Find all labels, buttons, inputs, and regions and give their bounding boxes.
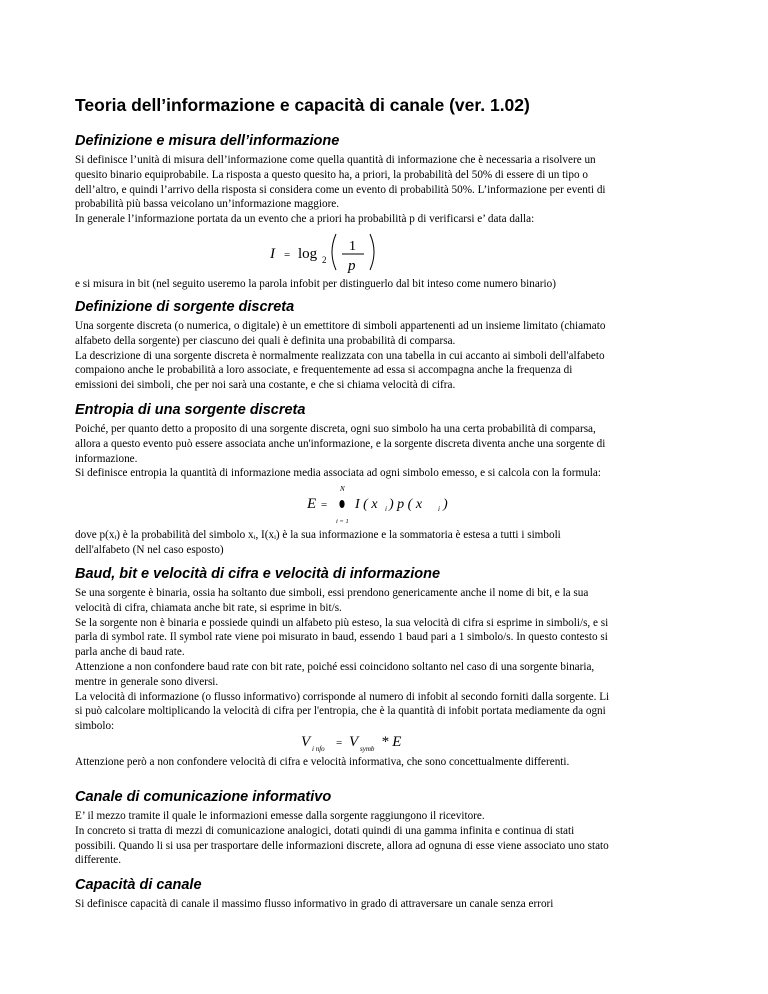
section-paragraph [75, 153, 697, 227]
text-line: Si definisce l’unità di misura dell’informazione come quella quantità di informazione che è necessaria a risolvere un [75, 154, 596, 166]
formula-symbol: I ( x [355, 497, 378, 512]
formula-symbol: log [298, 246, 318, 262]
left-paren [332, 234, 336, 270]
information-formula [270, 228, 390, 276]
formula-symbol: V [301, 734, 311, 750]
text-line: si può calcolare moltiplicando la velocità di cifra per l'entropia, che è la quantità di infobit portata mediamente da ogni [75, 705, 606, 718]
formula-symbol: i [385, 505, 387, 513]
formula-symbol: ) p ( x [389, 497, 423, 512]
text-line: Attenzione però a non confondere velocità di cifra e velocità informativa, che sono concettualmente differenti. [75, 756, 570, 768]
text-line: parla di symbol rate. Il symbol rate viene poi misurato in baud, essendo 1 baud pari a 1 simbolo/s. In questo contesto si [75, 631, 608, 644]
section-paragraph [75, 897, 697, 912]
page-title: Teoria dell’informazione e capacità di canale (ver. 1.02) [75, 95, 530, 115]
text-line: informazione. [75, 452, 138, 465]
text-line: quesito binario equiprobabile. La risposta a questo quesito ha, a priori, la probabilità del 50% di essere di un tipo o [75, 168, 588, 181]
section-paragraph [75, 528, 697, 558]
text-line: La descrizione di una sorgente discreta è normalmente realizzata con una tabella in cui accanto ai simboli dell'alfabeto [75, 349, 605, 362]
text-line: Si definisce entropia la quantità di informazione media associata ad ogni simbolo emesso, e si calcola con la formula: [75, 467, 601, 480]
entropy-formula [307, 482, 457, 528]
formula-symbol: = [336, 737, 343, 749]
section-paragraph [75, 277, 697, 292]
text-line: Poiché, per quanto detto a proposito di una sorgente discreta, ogni suo simbolo ha una certa probabilità di comparsa, [75, 423, 596, 435]
section-paragraph [75, 319, 697, 393]
text-line: Se una sorgente è binaria, ossia ha soltanto due simboli, essi prendono genericamente anche il nome di bit, e la sua [75, 587, 589, 599]
text-line: dell’altro, e quindi l’arrivo della risposta si considera come un evento di probabilità 50%. L’informazione per eventi di [75, 183, 606, 196]
formula-symbol: V [349, 734, 359, 750]
formula-symbol: i nfo [312, 745, 325, 753]
text-line: probabilità più bassa veicolano un’informazione maggiore. [75, 198, 340, 211]
formula-symbol: p [348, 258, 356, 274]
formula-symbol: = [284, 249, 291, 261]
text-line: Si definisce capacità di canale il massimo flusso informativo in grado di attraversare un canale senza errori [75, 898, 554, 910]
section-heading-canale: Canale di comunicazione informativo [75, 789, 332, 805]
section-heading-baud: Baud, bit e velocità di cifra e velocità di informazione [75, 566, 441, 582]
information-rate-formula [301, 731, 421, 753]
text-line: emissioni dei simboli, che per noi sarà una costante, e che si chiama velocità di cifra. [75, 379, 456, 392]
text-line: dove p(xᵢ) è la probabilità del simbolo xᵢ, I(xᵢ) è la sua informazione e la sommatoria è estesa a tutti i simboli [75, 529, 561, 541]
text-line: In generale l’informazione portata da un evento che a priori ha probabilità p di verificarsi e’ data dalla: [75, 213, 535, 226]
section-paragraph [75, 586, 697, 734]
text-line: alfabeto della sorgente) per ciascuno dei quali è definita una probabilità di comparsa. [75, 334, 456, 347]
section-heading-informazione: Definizione e misura dell’informazione [75, 133, 340, 149]
text-line: dell'alfabeto (N nel caso esposto) [75, 543, 224, 556]
formula-symbol: N [340, 485, 345, 493]
text-line: La velocità di informazione (o flusso informativo) corrisponde al numero di infobit al secondo forniti dalla sorgente. Li [75, 690, 610, 703]
section-heading-sorgente: Definizione di sorgente discreta [75, 299, 295, 315]
formula-symbol: ) [443, 497, 448, 512]
formula-symbol: i [438, 505, 440, 513]
text-line: Una sorgente discreta (o numerica, o digitale) è un emettitore di simboli appartenenti ad un insieme limitato (chiamato [75, 320, 606, 332]
text-line: simbolo: [75, 720, 115, 733]
text-line: e si misura in bit (nel seguito useremo la parola infobit per distinguerlo dal bit inteso come numero binario) [75, 278, 556, 290]
text-line: differente. [75, 854, 122, 867]
text-line: compaiono anche le probabilità a loro associate, e frequentemente ad essa si accompagna anche la frequenza di [75, 364, 573, 377]
section-heading-capacita: Capacità di canale [75, 877, 202, 893]
formula-symbol: 2 [322, 255, 327, 265]
text-line: In concreto si tratta di mezzi di comunicazione analogici, dotati quindi di una gamma infinita e continua di stati [75, 824, 575, 837]
summation-symbol [339, 500, 344, 508]
section-paragraph [75, 755, 697, 770]
text-line: mentre in generale sono diversi. [75, 675, 219, 688]
section-heading-entropia: Entropia di una sorgente discreta [75, 402, 306, 418]
right-paren [370, 234, 374, 270]
text-line: velocità di cifra, chiamata anche bit rate, si esprime in bit/s. [75, 601, 342, 614]
text-line: E’ il mezzo tramite il quale le informazioni emesse dalla sorgente raggiungono il ricevitore. [75, 810, 485, 822]
formula-symbol: I [270, 246, 275, 262]
text-line: possibili. Quando li si usa per trasportare delle informazioni discrete, allora ad ognuna di esse viene associato uno stato [75, 839, 609, 852]
text-line: Se la sorgente non è binaria e possiede quindi un alfabeto più esteso, la sua velocità di cifra si esprime in simboli/s, e si [75, 616, 609, 629]
formula-symbol: 1 [349, 239, 356, 254]
section-paragraph [75, 809, 697, 868]
formula-symbol: = [321, 499, 328, 511]
text-line: Attenzione a non confondere baud rate con bit rate, poiché essi coincidono soltanto nel caso di una sorgente binaria, [75, 660, 595, 673]
formula-symbol: * E [381, 734, 402, 750]
formula-symbol: symb [360, 745, 375, 753]
formula-symbol: E [307, 496, 317, 512]
text-line: allora a questo evento può essere associata anche un'informazione, e la sorgente discreta diventa anche una sorgente di [75, 437, 606, 450]
text-line: parla anche di baud rate. [75, 646, 185, 659]
section-paragraph [75, 422, 697, 481]
formula-symbol: i = 1 [336, 518, 349, 525]
